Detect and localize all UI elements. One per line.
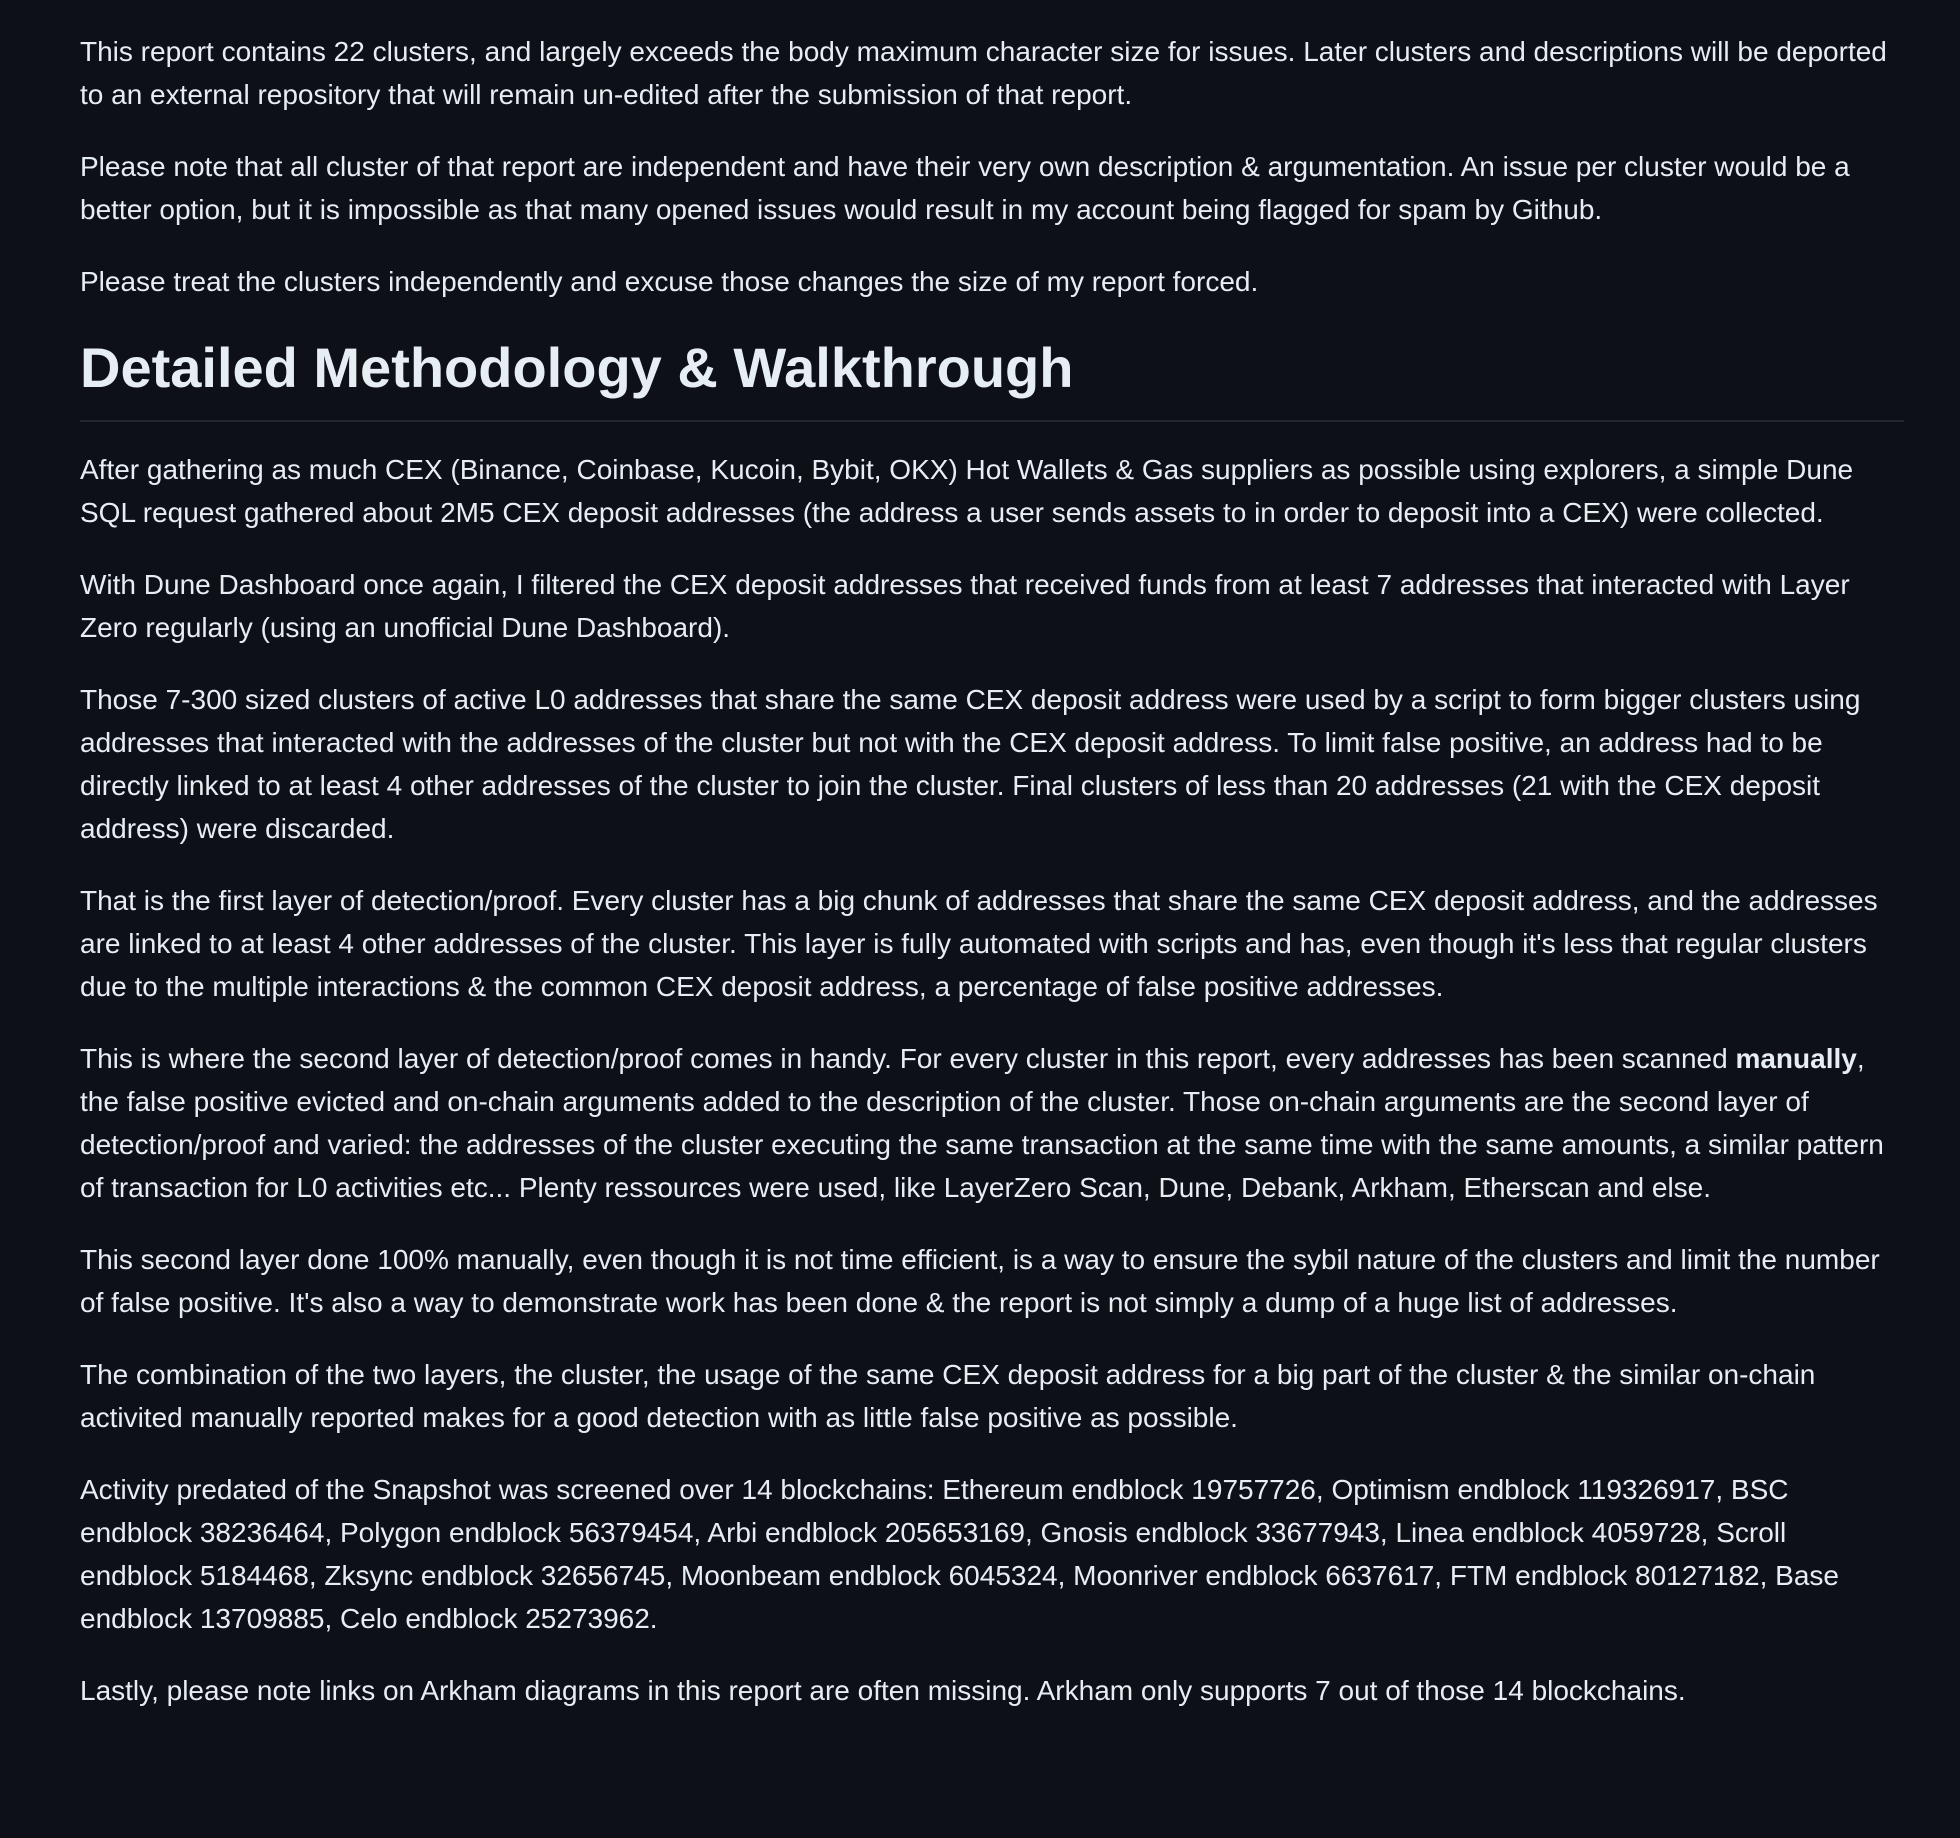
intro-paragraph-3: Please treat the clusters independently and excuse those changes the size of my report forced. (80, 266, 1259, 297)
methodology-paragraph-9: Lastly, please note links on Arkham diagrams in this report are often missing. Arkham only supports 7 out of those 14 blockchains. (80, 1675, 1686, 1706)
methodology-heading: Detailed Methodology & Walkthrough (80, 332, 1904, 422)
paragraph-5-text-before: This is where the second layer of detection/proof comes in handy. For every cluster in this report, every addresses has been scanned (80, 1043, 1736, 1074)
methodology-paragraph-2: With Dune Dashboard once again, I filtered the CEX deposit addresses that received funds from at least 7 addresses that interacted with Layer Zero regularly (using an unofficial Dune Dashboard). (80, 569, 1850, 643)
methodology-paragraph-4: That is the first layer of detection/proof. Every cluster has a big chunk of addresses that share the same CEX deposit address, and the addresses are linked to at least 4 other addresses of the cluster. This layer is fully automated with scripts and has, even though it's less that regular clusters due to the multiple interactions & the common CEX deposit address, a percentage of false positive addresses. (80, 885, 1878, 1002)
methodology-paragraph-6: This second layer done 100% manually, even though it is not time efficient, is a way to ensure the sybil nature of the clusters and limit the number of false positive. It's also a way to demonstrate work has been done & the report is not simply a dump of a huge list of addresses. (80, 1244, 1880, 1318)
methodology-paragraph-8: Activity predated of the Snapshot was screened over 14 blockchains: Ethereum endblock 19757726, Optimism endblock 119326917, BSC endblock 38236464, Polygon endblock 56379454, Arbi endblock 205653169, Gnosis endblock 33677943, Linea endblock 4059728, Scroll endblock 5184468, Zksync endblock 32656745, Moonbeam endblock 6045324, Moonriver endblock 6637617, FTM endblock 80127182, Base endblock 13709885, Celo endblock 25273962. (80, 1474, 1839, 1634)
methodology-paragraph-5 (80, 1037, 1904, 1209)
intro-paragraph-2: Please note that all cluster of that report are independent and have their very own description & argumentation. An issue per cluster would be a better option, but it is impossible as that many opened issues would result in my account being flagged for spam by Github. (80, 151, 1850, 225)
paragraph-5-text-after: , the false positive evicted and on-chain arguments added to the description of the cluster. Those on-chain arguments are the second layer of detection/proof and varied: the addresses of the cluster executing the same transaction at the same time with the same amounts, a similar pattern of transaction for L0 activities etc... Plenty ressources were used, like LayerZero Scan, Dune, Debank, Arkham, Etherscan and else. (80, 1043, 1884, 1203)
methodology-paragraph-7: The combination of the two layers, the cluster, the usage of the same CEX deposit address for a big part of the cluster & the similar on-chain activited manually reported makes for a good detection with as little false positive as possible. (80, 1359, 1816, 1433)
intro-paragraph-1: This report contains 22 clusters, and largely exceeds the body maximum character size for issues. Later clusters and descriptions will be deported to an external repository that will remain un-edited after the submission of that report. (80, 36, 1887, 110)
methodology-paragraph-1: After gathering as much CEX (Binance, Coinbase, Kucoin, Bybit, OKX) Hot Wallets & Gas suppliers as possible using explorers, a simple Dune SQL request gathered about 2M5 CEX deposit addresses (the address a user sends assets to in order to deposit into a CEX) were collected. (80, 454, 1854, 528)
methodology-paragraph-3: Those 7-300 sized clusters of active L0 addresses that share the same CEX deposit address were used by a script to form bigger clusters using addresses that interacted with the addresses of the cluster but not with the CEX deposit address. To limit false positive, an address had to be directly linked to at least 4 other addresses of the cluster to join the cluster. Final clusters of less than 20 addresses (21 with the CEX deposit address) were discarded. (80, 684, 1861, 844)
manually-emphasis: manually (1735, 1043, 1857, 1074)
